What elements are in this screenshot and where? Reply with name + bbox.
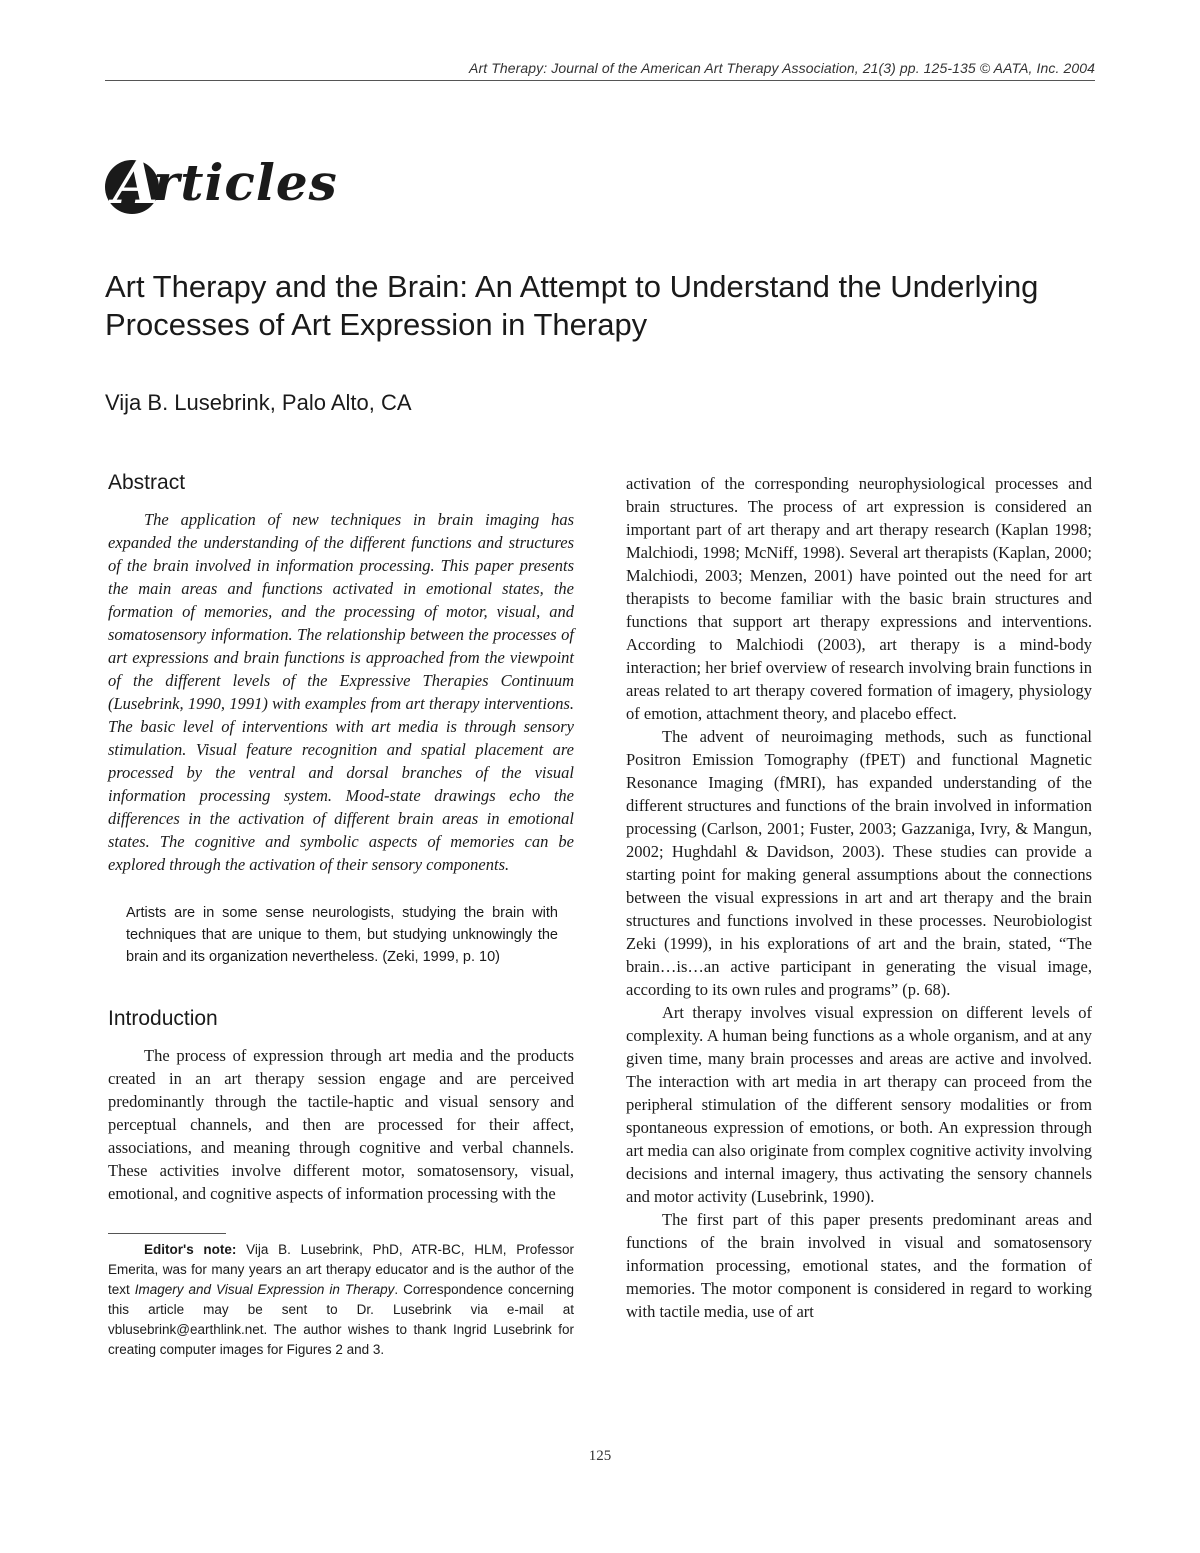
author-location: , Palo Alto, CA [269,390,412,415]
running-head: Art Therapy: Journal of the American Art Therapy Association, 21(3) pp. 125-135 © AATA, Inc. 2004 [469,60,1095,76]
right-paragraph-2: The advent of neuroimaging methods, such as functional Positron Emission Tomography (fPET) and functional Magnetic Resonance Imaging (fMRI), has expanded understanding of the different structures and functions of the brain involved in information processing (Carlson, 2001; Fuster, 2003; Gazzaniga, Ivry, & Mangun, 2002; Hughdahl & Davidson, 2003). These studies can provide a starting point for making general assumptions about the connections between the visual expressions in art and art therapy and the brain structures and functions involved in these processes. Neurobiologist Zeki (1999), in his explorations of art and the brain, stated, “The brain…is…an active participant in generating the visual image, according to its own rules and programs” (p. 68). [626,727,1092,999]
abstract-heading: Abstract [108,471,186,494]
byline [105,390,412,416]
abstract-text: The application of new techniques in brain imaging has expanded the understanding of the different functions and structures of the brain involved in information processing. This paper presents the main areas and functions activated in emotional states, the formation of memories, and the processing of motor, visual, and somatosensory information. The relationship between the processes of art expressions and brain functions is approached from the viewpoint of the different levels of the Expressive Therapies Continuum (Lusebrink, 1990, 1991) with examples from art therapy interventions. The basic level of interventions with art media is through sensory stimulation. Visual feature recognition and spatial placement are processed by the ventral and dorsal branches of the visual information processing system. Mood-state drawings echo the differences in the activation of different brain areas in emotional states. The cognitive and symbolic aspects of memories can be explored through the activation of their sensory components. [108,510,574,874]
author-name: Vija B. Lusebrink [105,390,270,415]
right-paragraph-3: Art therapy involves visual expression on different levels of complexity. A human being functions as a whole organism, and at any given time, many brain processes and areas are active and involved. The interaction with art media in art therapy can proceed from the peripheral stimulation of the different sensory modalities or from spontaneous expression of emotions, or both. An expression through art media can also originate from complex cognitive activity involving decisions and internal imagery, thus activating the sensory channels and motor activity (Lusebrink, 1990). [626,1003,1092,1206]
right-paragraph-4: The first part of this paper presents predominant areas and functions of the brain involved in visual and somatosensory information processing, emotional states, and the formation of memories. The motor component is considered in regard to working with tactile media, use of art [626,1210,1092,1321]
right-paragraph-1: activation of the corresponding neurophysiological processes and brain structures. The process of art expression is considered an important part of art therapy and art therapy research (Kaplan 1998; Malchiodi, 1998; McNiff, 1998). Several art therapists (Kaplan, 2000; Malchiodi, 2003; Menzen, 2001) have pointed out the need for art therapists to become familiar with the basic brain structures and functions that support art therapy expressions and interventions. According to Malchiodi (2003), art therapy is a mind-body interaction; her brief overview of research involving brain functions in areas related to art therapy covered formation of imagery, physiology of emotion, attachment theory, and placebo effect. [626,474,1092,723]
editors-note [108,1240,574,1360]
introduction-paragraph: The process of expression through art media and the products created in an art therapy session engage and are perceived predominantly through the tactile-haptic and visual sensory and perceptual channels, and then are processed for their affect, associations, and meaning through cognitive and verbal channels. These activities involve different motor, somatosensory, visual, emotional, and cognitive aspects of information processing with the [108,1046,574,1203]
right-column [626,472,1092,1323]
editors-note-text-2: . Correspondence concerning this article may be sent to Dr. Lusebrink via e-mail at vblusebrink@earthlink.net. The author wishes to thank Ingrid Lusebrink for creating computer images for Figures 2 and 3. [108,1282,574,1357]
article-title: Art Therapy and the Brain: An Attempt to Understand the Underlying Processes of Art Expression in Therapy [105,269,1039,342]
editors-note-label: Editor's note: [144,1242,237,1257]
footnote-rule [108,1233,226,1234]
editors-note-text-1: Vija B. Lusebrink, PhD, ATR-BC, HLM, Professor Emerita, was for many years an art therapy educator and is the author of the text [108,1242,574,1297]
page-number: 125 [588,1448,612,1464]
epigraph-quote: Artists are in some sense neurologists, studying the brain with techniques that are unique to them, but studying unknowingly the brain and its organization nevertheless. (Zeki, 1999, p. 10) [126,905,558,965]
introduction-heading: Introduction [108,1007,218,1030]
banner-initial: A [113,149,159,217]
left-column [108,470,574,1360]
banner-text: rticles [153,153,338,212]
header-rule [105,80,1095,81]
editors-note-book-title: Imagery and Visual Expression in Therapy [134,1282,395,1297]
